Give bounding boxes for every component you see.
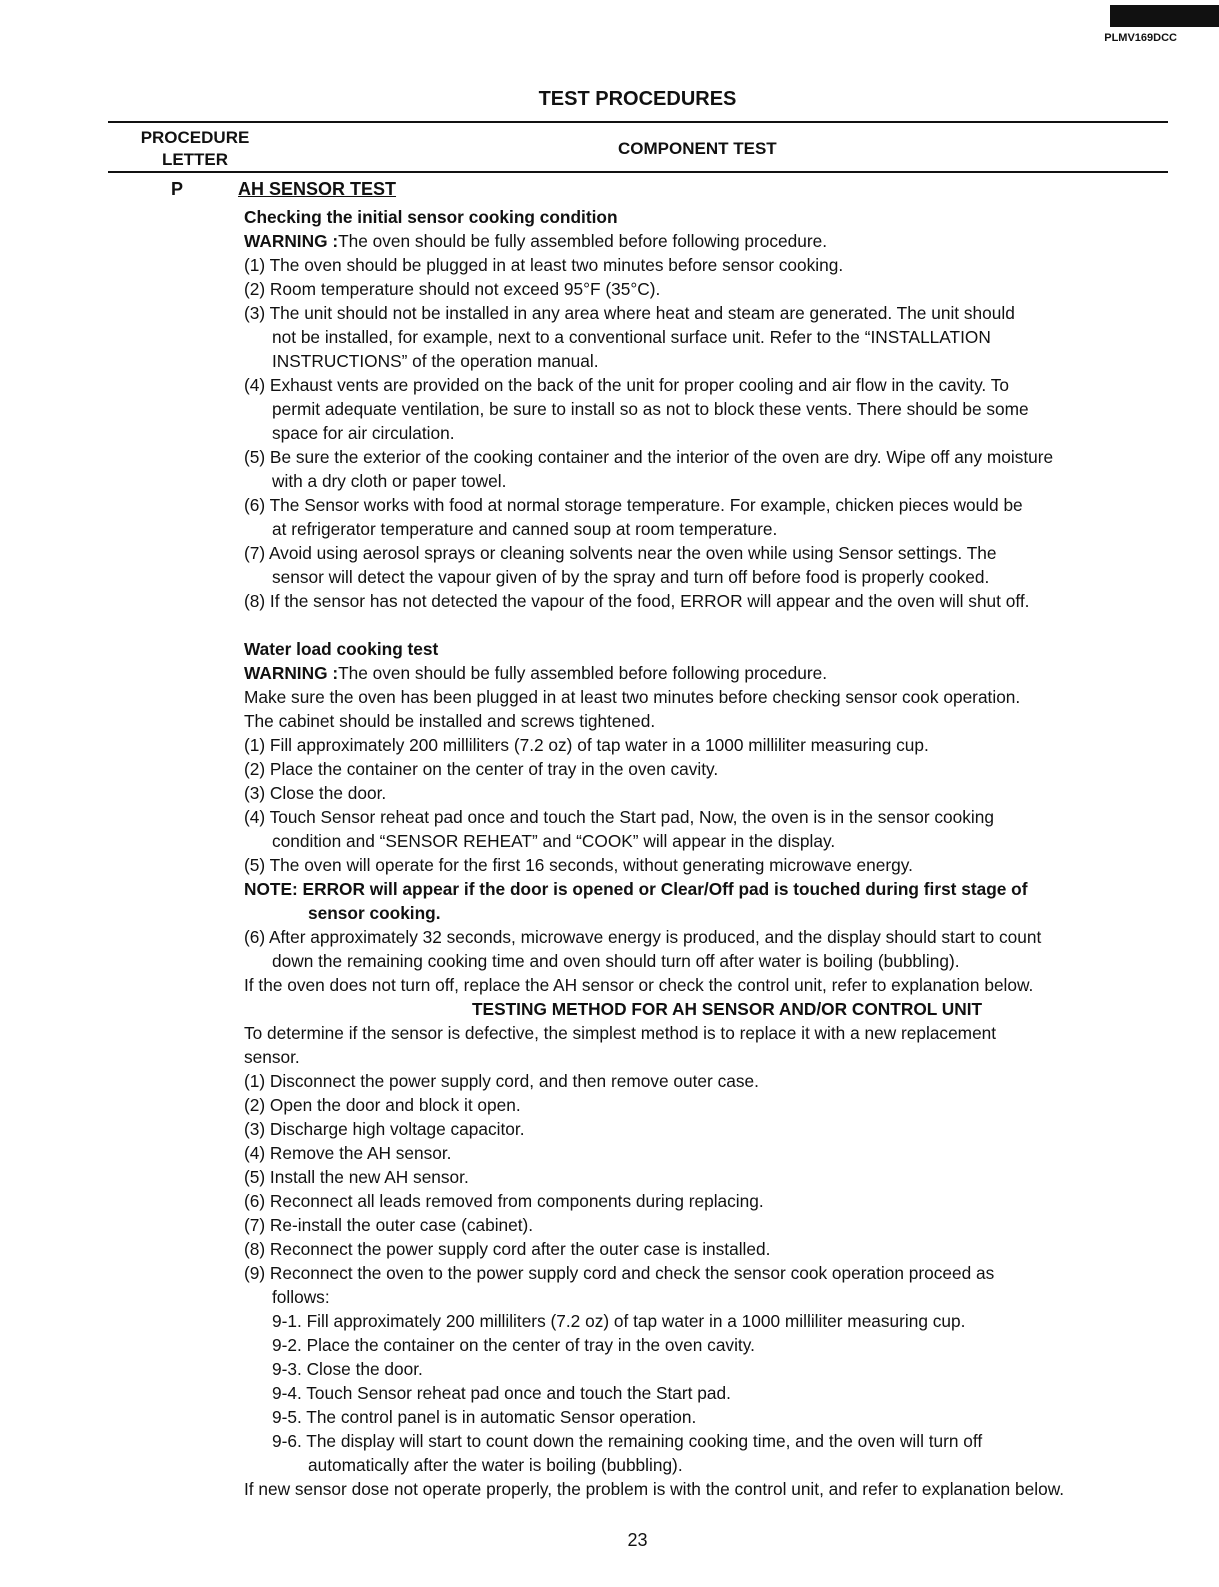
body-line: [244, 1357, 1184, 1381]
line-text: (7) Avoid using aerosol sprays or cleaning solvents near the oven while using Sensor settings. The: [244, 543, 997, 563]
line-text: automatically after the water is boiling (bubbling).: [308, 1455, 683, 1475]
line-text: Make sure the oven has been plugged in at least two minutes before checking sensor cook operation.: [244, 687, 1021, 707]
line-text: (4) Touch Sensor reheat pad once and touch the Start pad, Now, the oven is in the sensor cooking: [244, 807, 994, 827]
line-text: (9) Reconnect the oven to the power supply cord and check the sensor cook operation proceed as: [244, 1263, 995, 1283]
line-text: (8) If the sensor has not detected the vapour of the food, ERROR will appear and the oven will shut off.: [244, 591, 1030, 611]
body-line: [244, 541, 1184, 565]
blank-line: [244, 613, 1184, 637]
line-text: follows:: [272, 1287, 330, 1307]
line-text: (3) Discharge high voltage capacitor.: [244, 1119, 525, 1139]
body-line: [244, 589, 1184, 613]
procedure-header-line1: PROCEDURE: [140, 128, 250, 147]
line-text: (5) The oven will operate for the first 16 seconds, without generating microwave energy.: [244, 855, 913, 875]
body-line: [244, 1333, 1184, 1357]
page-title: TEST PROCEDURES: [538, 88, 737, 110]
body-line: [244, 733, 1184, 757]
line-text: (7) Re-install the outer case (cabinet).: [244, 1215, 534, 1235]
body-line: [244, 973, 1184, 997]
body-line: [244, 1285, 1184, 1309]
body-line: [244, 1117, 1184, 1141]
line-text: sensor will detect the vapour given of by the spray and turn off before food is properly cooked.: [272, 567, 990, 587]
line-text: (4) Exhaust vents are provided on the back of the unit for proper cooling and air flow in the cavity. To: [244, 375, 1009, 395]
body-line: [244, 1189, 1184, 1213]
body-line: [244, 925, 1184, 949]
body-line: [244, 685, 1184, 709]
body-line: [244, 1453, 1184, 1477]
line-text: not be installed, for example, next to a conventional surface unit. Refer to the “INSTALLATION: [272, 327, 991, 347]
model-number: PLMV169DCC: [1104, 32, 1177, 44]
line-text: (2) Open the door and block it open.: [244, 1095, 521, 1115]
body-line: [244, 565, 1184, 589]
procedure-header-line2: LETTER: [161, 150, 229, 169]
line-text: (2) Room temperature should not exceed 95°F (35°C).: [244, 279, 661, 299]
body-line: [244, 1237, 1184, 1261]
body-line: [244, 325, 1184, 349]
line-text: permit adequate ventilation, be sure to install so as not to block these vents. There should be some: [272, 399, 1029, 419]
line-text: (1) The oven should be plugged in at least two minutes before sensor cooking.: [244, 255, 844, 275]
line-text: 9-3. Close the door.: [272, 1359, 423, 1379]
line-text: NOTE: ERROR will appear if the door is opened or Clear/Off pad is touched during first stage of: [244, 879, 1028, 899]
line-text: If new sensor dose not operate properly, the problem is with the control unit, and refer to explanation below.: [244, 1479, 1065, 1499]
body-line: [244, 277, 1184, 301]
line-text: sensor.: [244, 1047, 300, 1067]
body-line: [244, 421, 1184, 445]
line-text: Water load cooking test: [244, 639, 439, 659]
body-line: [244, 349, 1184, 373]
procedure-body: [244, 205, 1184, 1501]
section-title: AH SENSOR TEST: [238, 179, 397, 199]
body-line: [244, 1165, 1184, 1189]
body-line: [244, 397, 1184, 421]
line-text: Checking the initial sensor cooking condition: [244, 207, 618, 227]
line-text: (2) Place the container on the center of tray in the oven cavity.: [244, 759, 719, 779]
body-line: [244, 1429, 1184, 1453]
body-line: [244, 205, 1184, 229]
body-line: [244, 469, 1184, 493]
table-top-rule: [108, 121, 1168, 123]
line-text: (5) Install the new AH sensor.: [244, 1167, 469, 1187]
body-line: [244, 829, 1184, 853]
body-line: [244, 253, 1184, 277]
body-line: [244, 1141, 1184, 1165]
page-number: 23: [627, 1530, 648, 1550]
body-line: [244, 757, 1184, 781]
body-line: [244, 853, 1184, 877]
line-text: (1) Fill approximately 200 milliliters (7.2 oz) of tap water in a 1000 milliliter measuring cup.: [244, 735, 929, 755]
line-text: 9-1. Fill approximately 200 milliliters (7.2 oz) of tap water in a 1000 milliliter measuring cup.: [272, 1311, 966, 1331]
body-line: [244, 949, 1184, 973]
warning-label: WARNING :: [244, 231, 339, 251]
body-line: [244, 1477, 1184, 1501]
body-line: [244, 805, 1184, 829]
body-line: [244, 1093, 1184, 1117]
body-line: [244, 661, 1184, 685]
line-text: The oven should be fully assembled before following procedure.: [338, 663, 828, 683]
line-text: (3) Close the door.: [244, 783, 387, 803]
body-line: [244, 877, 1184, 901]
body-line: [244, 997, 1184, 1021]
line-text: (4) Remove the AH sensor.: [244, 1143, 452, 1163]
warning-label: WARNING :: [244, 663, 339, 683]
line-text: 9-5. The control panel is in automatic Sensor operation.: [272, 1407, 697, 1427]
body-line: [244, 1021, 1184, 1045]
body-line: [244, 709, 1184, 733]
line-text: The oven should be fully assembled before following procedure.: [338, 231, 828, 251]
table-header-rule: [108, 171, 1168, 173]
line-text: with a dry cloth or paper towel.: [272, 471, 507, 491]
header-black-bar: [1110, 5, 1219, 27]
body-line: [244, 901, 1184, 925]
line-text: (5) Be sure the exterior of the cooking container and the interior of the oven are dry. Wipe off any moisture: [244, 447, 1054, 467]
line-text: To determine if the sensor is defective, the simplest method is to replace it with a new replacement: [244, 1023, 997, 1043]
procedure-letter: P: [171, 179, 184, 199]
component-test-header: COMPONENT TEST: [618, 139, 777, 158]
line-text: 9-6. The display will start to count down the remaining cooking time, and the oven will turn off: [272, 1431, 983, 1451]
line-text: space for air circulation.: [272, 423, 455, 443]
body-line: [244, 1309, 1184, 1333]
line-text: (3) The unit should not be installed in any area where heat and steam are generated. The unit should: [244, 303, 1015, 323]
body-line: [244, 229, 1184, 253]
line-text: (6) After approximately 32 seconds, microwave energy is produced, and the display should start to count: [244, 927, 1042, 947]
line-text: TESTING METHOD FOR AH SENSOR AND/OR CONTROL UNIT: [472, 999, 983, 1019]
line-text: The cabinet should be installed and screws tightened.: [244, 711, 656, 731]
line-text: (1) Disconnect the power supply cord, and then remove outer case.: [244, 1071, 759, 1091]
line-text: condition and “SENSOR REHEAT” and “COOK” will appear in the display.: [272, 831, 836, 851]
line-text: 9-2. Place the container on the center of tray in the oven cavity.: [272, 1335, 755, 1355]
line-text: INSTRUCTIONS” of the operation manual.: [272, 351, 599, 371]
body-line: [244, 493, 1184, 517]
body-line: [244, 1045, 1184, 1069]
body-line: [244, 301, 1184, 325]
procedure-letter-header: [120, 127, 270, 171]
body-line: [244, 1381, 1184, 1405]
body-line: [244, 1069, 1184, 1093]
body-line: [244, 637, 1184, 661]
body-line: [244, 1261, 1184, 1285]
line-text: 9-4. Touch Sensor reheat pad once and touch the Start pad.: [272, 1383, 731, 1403]
body-line: [244, 1213, 1184, 1237]
line-text: (8) Reconnect the power supply cord after the outer case is installed.: [244, 1239, 771, 1259]
line-text: at refrigerator temperature and canned soup at room temperature.: [272, 519, 778, 539]
body-line: [244, 517, 1184, 541]
body-line: [244, 373, 1184, 397]
line-text: sensor cooking.: [308, 903, 441, 923]
line-text: (6) Reconnect all leads removed from components during replacing.: [244, 1191, 764, 1211]
line-text: (6) The Sensor works with food at normal storage temperature. For example, chicken pieces would be: [244, 495, 1023, 515]
body-line: [244, 445, 1184, 469]
body-line: [244, 1405, 1184, 1429]
body-line: [244, 781, 1184, 805]
line-text: If the oven does not turn off, replace the AH sensor or check the control unit, refer to explanation below.: [244, 975, 1034, 995]
line-text: down the remaining cooking time and oven should turn off after water is boiling (bubbling).: [272, 951, 960, 971]
